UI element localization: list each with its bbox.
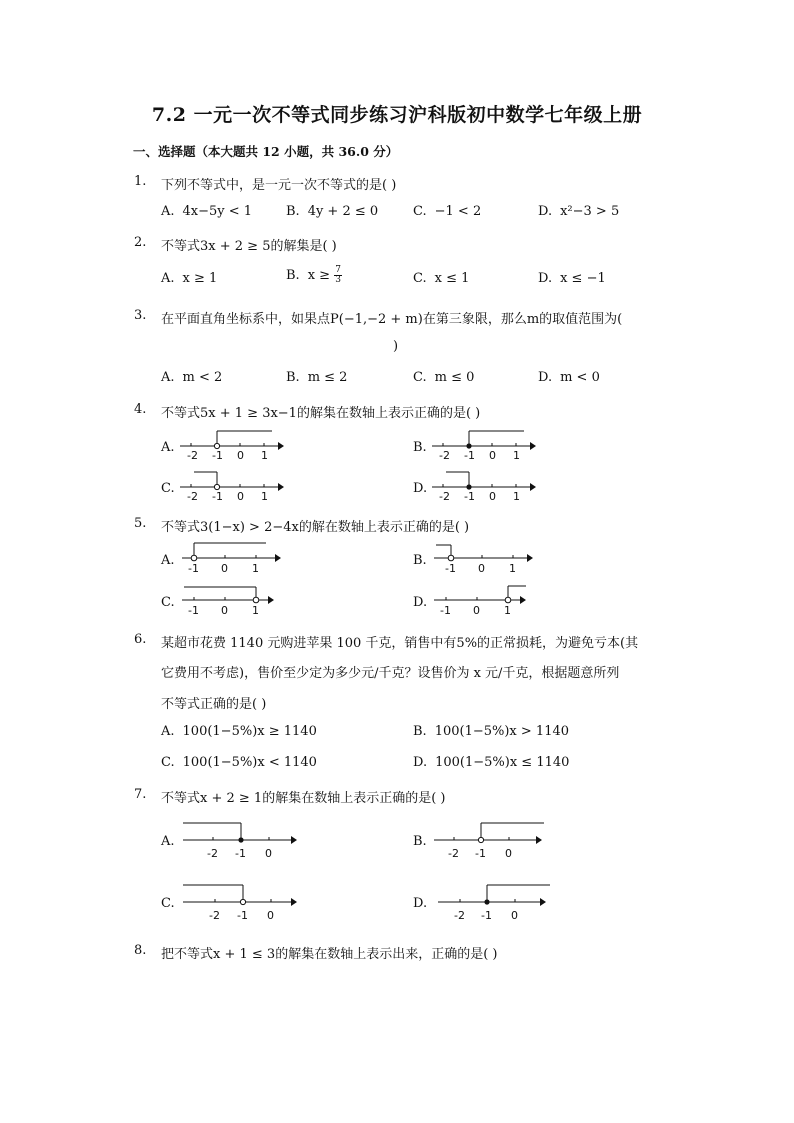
question-6-line-2: 它费用不考虑)，售价至少定为多少元/千克？设售价为 x 元/千克，根据题意所列 [161,666,620,681]
tick-label: -1 [188,562,199,575]
tick-label: -1 [237,909,248,922]
q2-option-a[interactable]: A. x ≥ 1 [161,271,218,286]
q7-number-line-d [438,882,553,927]
q7-option-c-label[interactable]: C. [161,896,175,911]
q5-option-c-label[interactable]: C. [161,595,175,610]
q4-option-c-label[interactable]: C. [161,481,175,496]
q5-number-line-b [434,540,534,576]
q1-option-d[interactable]: D. x²−3 > 5 [538,204,620,219]
q2-option-d[interactable]: D. x ≤ −1 [538,271,606,286]
question-text: 某超市花费 1140 元购进苹果 100 千克，销售中有5%的正常损耗，为避免亏本(其 [161,636,639,651]
q7-option-d-label[interactable]: D. [413,896,428,911]
tick-label: -2 [207,847,218,860]
question-number: 2. [134,235,147,250]
tick-label: 0 [489,490,496,503]
tick-label: 0 [221,604,228,617]
tick-label: -2 [187,449,198,462]
tick-label: -1 [188,604,199,617]
tick-label: 0 [473,604,480,617]
tick-label: 0 [221,562,228,575]
tick-label: 1 [504,604,511,617]
q4-option-b-label[interactable]: B. [413,440,427,455]
question-text: 不等式x + 2 ≥ 1的解集在数轴上表示正确的是( ) [161,791,446,806]
q7-number-line-a [183,820,298,865]
tick-label: -2 [187,490,198,503]
tick-label: -2 [439,490,450,503]
q4-option-d-label[interactable]: D. [413,481,428,496]
tick-label: -1 [475,847,486,860]
tick-label: -2 [454,909,465,922]
tick-label: 0 [489,449,496,462]
q6-option-d[interactable]: D. 100(1−5%)x ≤ 1140 [413,755,570,770]
tick-label: -1 [212,490,223,503]
q2-option-b[interactable]: B. x ≥ $\frac{7}{3}$ [286,265,341,285]
tick-label: -2 [209,909,220,922]
question-text: 不等式5x + 1 ≥ 3x−1的解集在数轴上表示正确的是( ) [161,406,481,421]
q5-option-a-label[interactable]: A. [161,553,175,568]
tick-label: -2 [439,449,450,462]
tick-label: -1 [212,449,223,462]
q6-option-b[interactable]: B. 100(1−5%)x > 1140 [413,724,570,739]
q2-option-c[interactable]: C. x ≤ 1 [413,271,470,286]
tick-label: 0 [267,909,274,922]
question-text: 在平面直角坐标系中，如果点P(−1,−2 + m)在第三象限，那么m的取值范围为( [161,312,623,327]
tick-label: 1 [252,562,259,575]
page-title: 7.2 一元一次不等式同步练习沪科版初中数学七年级上册 [151,104,643,126]
question-number: 3. [134,308,147,323]
fraction: $\frac{7}{3}$ [335,265,341,285]
q5-option-d-label[interactable]: D. [413,595,428,610]
tick-label: 1 [252,604,259,617]
tick-label: 1 [513,449,520,462]
q3-option-b[interactable]: B. m ≤ 2 [286,370,348,385]
question-text: 把不等式x + 1 ≤ 3的解集在数轴上表示出来，正确的是( ) [161,947,498,962]
q1-option-b[interactable]: B. 4y + 2 ≤ 0 [286,204,379,219]
tick-label: 0 [505,847,512,860]
q3-option-d[interactable]: D. m < 0 [538,370,600,385]
tick-label: 0 [265,847,272,860]
tick-label: -1 [445,562,456,575]
q4-number-line-d [432,469,537,505]
question-text: 不等式3(1−x) > 2−4x的解在数轴上表示正确的是( ) [161,520,470,535]
tick-label: 1 [513,490,520,503]
q6-option-c[interactable]: C. 100(1−5%)x < 1140 [161,755,317,770]
q7-number-line-b [434,820,549,865]
q7-option-a-label[interactable]: A. [161,834,175,849]
tick-label: -2 [448,847,459,860]
q1-option-a[interactable]: A. 4x−5y < 1 [161,204,253,219]
tick-label: -1 [235,847,246,860]
q6-option-a[interactable]: A. 100(1−5%)x ≥ 1140 [161,724,317,739]
tick-label: -1 [440,604,451,617]
tick-label: 0 [511,909,518,922]
tick-label: 1 [261,490,268,503]
q4-number-line-b [432,428,537,464]
q3-option-a[interactable]: A. m < 2 [161,370,223,385]
question-number: 6. [134,632,147,647]
question-number: 1. [134,174,147,189]
question-number: 4. [134,402,147,417]
q4-number-line-c [180,469,285,505]
q5-number-line-d [434,582,534,618]
question-text: 下列不等式中，是一元一次不等式的是( ) [161,178,397,193]
q4-option-a-label[interactable]: A. [161,440,175,455]
q3-option-c[interactable]: C. m ≤ 0 [413,370,475,385]
q7-number-line-c [183,882,298,927]
question-number: 7. [134,787,147,802]
q1-option-c[interactable]: C. −1 < 2 [413,204,482,219]
tick-label: -1 [464,490,475,503]
q5-option-b-label[interactable]: B. [413,553,427,568]
tick-label: 1 [509,562,516,575]
question-number: 5. [134,516,147,531]
tick-label: 1 [261,449,268,462]
question-6-line-3: 不等式正确的是( ) [161,697,267,712]
question-3-continuation: ) [393,339,399,354]
section-heading: 一、选择题（本大题共 12 小题，共 36.0 分） [133,144,399,159]
q7-option-b-label[interactable]: B. [413,834,427,849]
q5-number-line-a [182,540,282,576]
q4-number-line-a [180,428,285,464]
question-text: 不等式3x + 2 ≥ 5的解集是( ) [161,239,337,254]
q5-number-line-c [182,582,282,618]
tick-label: -1 [481,909,492,922]
question-number: 8. [134,943,147,958]
tick-label: 0 [237,490,244,503]
tick-label: -1 [464,449,475,462]
tick-label: 0 [237,449,244,462]
tick-label: 0 [478,562,485,575]
